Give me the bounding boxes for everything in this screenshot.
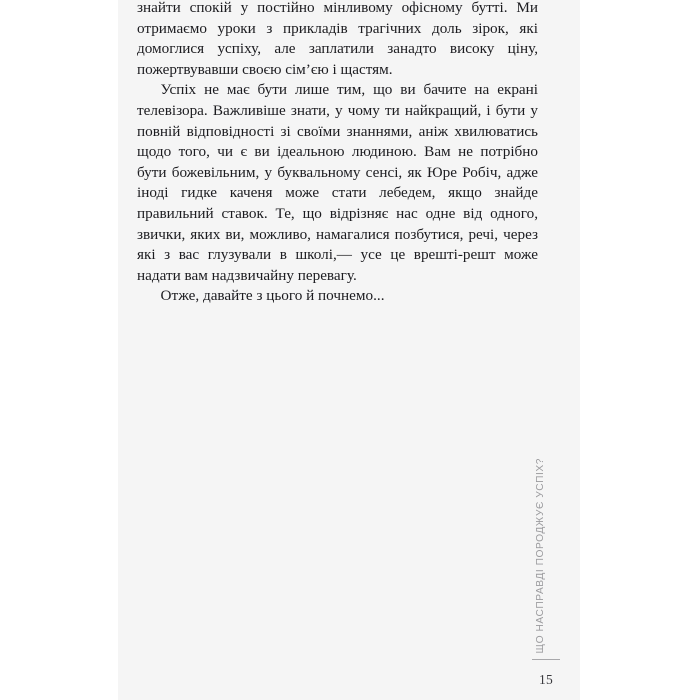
paragraph-success: Успіх не має бути лише тим, що ви бачите на екрані телевізора. Важливіше знати, у чому ти найкращий, і бути у повній відповідності зі своїми знаннями, аніж хвилюватись щодо того, чи є ви ідеальною людиною. Вам не потрібно бути божевільним, у буквальному сенсі, як Юре Робіч, адже іноді гидке каченя може стати лебедем, якщо знайде правильний ставок. Те, що відрізняє нас одне від одного, звички, яких ви, можливо, намагалися позбутися, речі, через які з вас глузували в школі,— усе це врешті-решт може надати вам надзвичайну перевагу. — [137, 81, 538, 284]
running-head — [531, 448, 551, 653]
running-head-label: ЩО НАСПРАВДІ ПОРОДЖУЄ УСПІХ? — [534, 457, 546, 653]
body-text-column — [137, 0, 538, 307]
paragraph-continuation: знайти спокій у постійно мінливому офісному бутті. Ми отримаємо уроки з прикладів трагічних доль зірок, які домоглися успіху, але заплатили занадто високу ціну, пожертвувавши своєю сім’єю і щастям. — [137, 0, 538, 78]
page-number: 15 — [538, 672, 554, 687]
folio-divider-rule — [532, 659, 560, 660]
paragraph-closing: Отже, давайте з цього й почнемо... — [160, 287, 385, 305]
